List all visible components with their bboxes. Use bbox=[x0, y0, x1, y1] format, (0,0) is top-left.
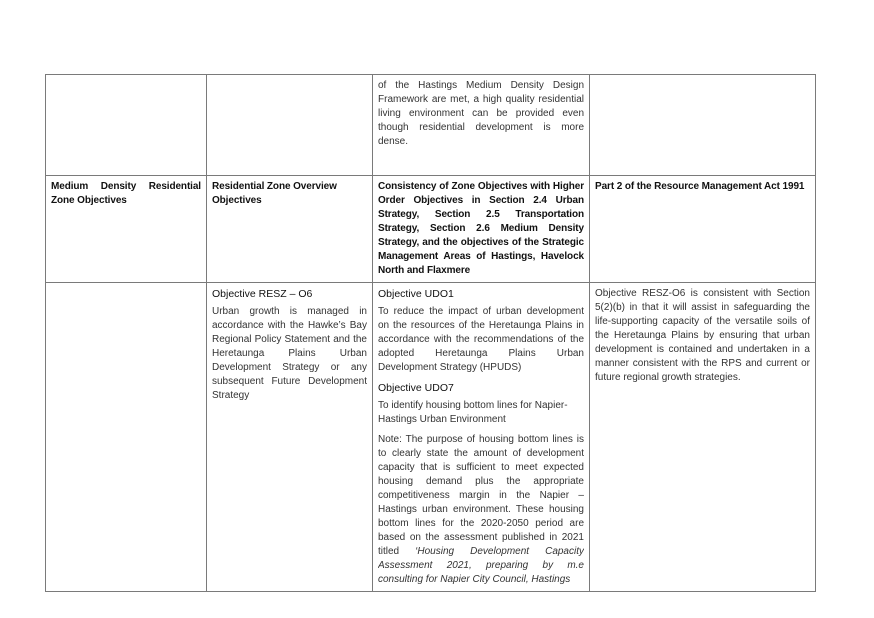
table-row bbox=[46, 283, 816, 592]
objectives-table bbox=[45, 74, 816, 592]
cell-content bbox=[378, 287, 584, 587]
objective-note bbox=[378, 433, 584, 587]
objective-title: Objective UDO1 bbox=[378, 288, 454, 300]
rma-consistency-text: Objective RESZ-O6 is consistent with Section 5(2)(b) in that it will assist in safeguarding the life-supporting capacity of the versatile soils of the Heretaunga Plains by ensuring that urban development is contained and undertaken in a manner consistent with the RPS and current or future regional growth strategies. bbox=[595, 288, 810, 383]
table-cell bbox=[207, 283, 373, 592]
header-rma-part2: Part 2 of the Resource Management Act 1991 bbox=[590, 176, 816, 283]
header-row bbox=[46, 176, 816, 283]
header-residential-overview: Residential Zone Overview Objectives bbox=[207, 176, 373, 283]
table-cell bbox=[207, 75, 373, 176]
continued-text: of the Hastings Medium Density Design Framework are met, a high quality residential living environment can be provided even though residential development is more dense. bbox=[378, 80, 584, 147]
objective-title: Objective UDO7 bbox=[378, 382, 454, 394]
objective-text: To reduce the impact of urban development on the resources of the Heretaunga Plains in accordance with the recommendations of the adopted Heretaunga Plains Urban Development Strategy (HPUDS) bbox=[378, 306, 584, 373]
objective-title: Objective RESZ – O6 bbox=[212, 288, 313, 300]
note-italic-title: ‘Housing Development Capacity Assessment 2021, preparing by m.e consulting for Napier City Council, Hastings bbox=[378, 546, 584, 585]
header-higher-order-consistency: Consistency of Zone Objectives with Higher Order Objectives in Section 2.4 Urban Strategy, Section 2.5 Transportation Strategy, Section 2.6 Medium Density Strategy, and the objectives of the Strategic Management Areas of Hastings, Havelock North and Flaxmere bbox=[373, 176, 590, 283]
objective-text: Urban growth is managed in accordance with the Hawke’s Bay Regional Policy Statement and the Heretaunga Plains Urban Development Strategy or any subsequent Future Development Strategy bbox=[212, 306, 367, 401]
table-cell bbox=[373, 283, 590, 592]
table-row bbox=[46, 75, 816, 176]
note-text: Note: The purpose of housing bottom lines is to clearly state the amount of development capacity that is sufficient to meet expected housing demand plus the appropriate competitiveness margin in the Napier – Hastings urban environment. These housing bottom lines for the 2020-2050 period are based on the assessment published in 2021 titled bbox=[378, 434, 584, 557]
table-cell bbox=[590, 75, 816, 176]
header-medium-density-objectives: Medium Density Residential Zone Objectives bbox=[46, 176, 207, 283]
objective-text: To identify housing bottom lines for Napier-Hastings Urban Environment bbox=[378, 400, 568, 425]
table-cell bbox=[46, 283, 207, 592]
table-cell bbox=[590, 283, 816, 592]
table-cell bbox=[373, 75, 590, 176]
table-cell bbox=[46, 75, 207, 176]
